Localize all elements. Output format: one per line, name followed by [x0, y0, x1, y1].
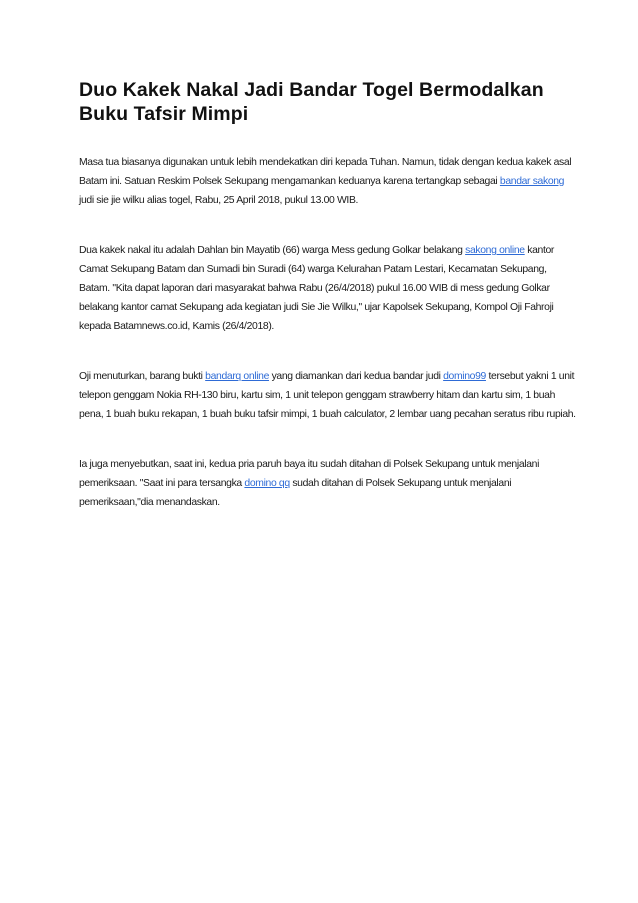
- link-bandarq-online[interactable]: bandarq online: [205, 371, 270, 382]
- paragraph-text: sudah ditahan di Polsek Sekupang untuk menjalani pemeriksaan,"dia menandaskan.: [79, 478, 512, 508]
- document-page: [79, 78, 579, 543]
- link-domino-qq[interactable]: domino qq: [244, 478, 290, 489]
- paragraph-text: judi sie jie wilku alias togel, Rabu, 25 April 2018, pukul 13.00 WIB.: [79, 195, 359, 206]
- paragraph-text: kantor Camat Sekupang Batam dan Sumadi bin Suradi (64) warga Kelurahan Patam Lestari, Kecamatan Sekupang, Batam. "Kita dapat laporan dari masyarakat bahwa Rabu (26/4/2018) pukul 16.00 WIB di mess gedung Golkar belakang kantor camat Sekupang ada kegiatan judi Sie Jie Wilku," ujar Kapolsek Sekupang, Kompol Oji Fahroji kepada Batamnews.co.id, Kamis (26/4/2018).: [79, 245, 555, 332]
- paragraph-text: Masa tua biasanya digunakan untuk lebih mendekatkan diri kepada Tuhan. Namun, tidak dengan kedua kakek asal Batam ini. Satuan Reskim Polsek Sekupang mengamankan keduanya karena tertangkap sebagai: [79, 157, 572, 187]
- paragraph-1: [79, 153, 579, 210]
- link-domino99[interactable]: domino99: [443, 371, 486, 382]
- paragraph-text: yang diamankan dari kedua bandar judi: [269, 371, 444, 382]
- paragraph-4: [79, 455, 579, 512]
- paragraph-text: Ia juga menyebutkan, saat ini, kedua pria paruh baya itu sudah ditahan di Polsek Sekupang untuk menjalani pemeriksaan. "Saat ini para tersangka: [79, 459, 540, 489]
- link-bandar-sakong[interactable]: bandar sakong: [499, 176, 565, 187]
- article-title: Duo Kakek Nakal Jadi Bandar Togel Bermodalkan Buku Tafsir Mimpi: [79, 79, 544, 125]
- paragraph-text: tersebut yakni 1 unit telepon genggam Nokia RH-130 biru, kartu sim, 1 unit telepon genggam strawberry hitam dan kartu sim, 1 buah pena, 1 buah buku rekapan, 1 buah buku tafsir mimpi, 1 buah calculator, 2 lembar uang pecahan seratus ribu rupiah.: [79, 371, 576, 420]
- paragraph-2: [79, 241, 579, 336]
- link-sakong-online[interactable]: sakong online: [465, 245, 525, 256]
- paragraph-text: Dua kakek nakal itu adalah Dahlan bin Mayatib (66) warga Mess gedung Golkar belakang: [79, 245, 466, 256]
- paragraph-3: [79, 367, 579, 424]
- paragraph-text: Oji menuturkan, barang bukti: [79, 371, 206, 382]
